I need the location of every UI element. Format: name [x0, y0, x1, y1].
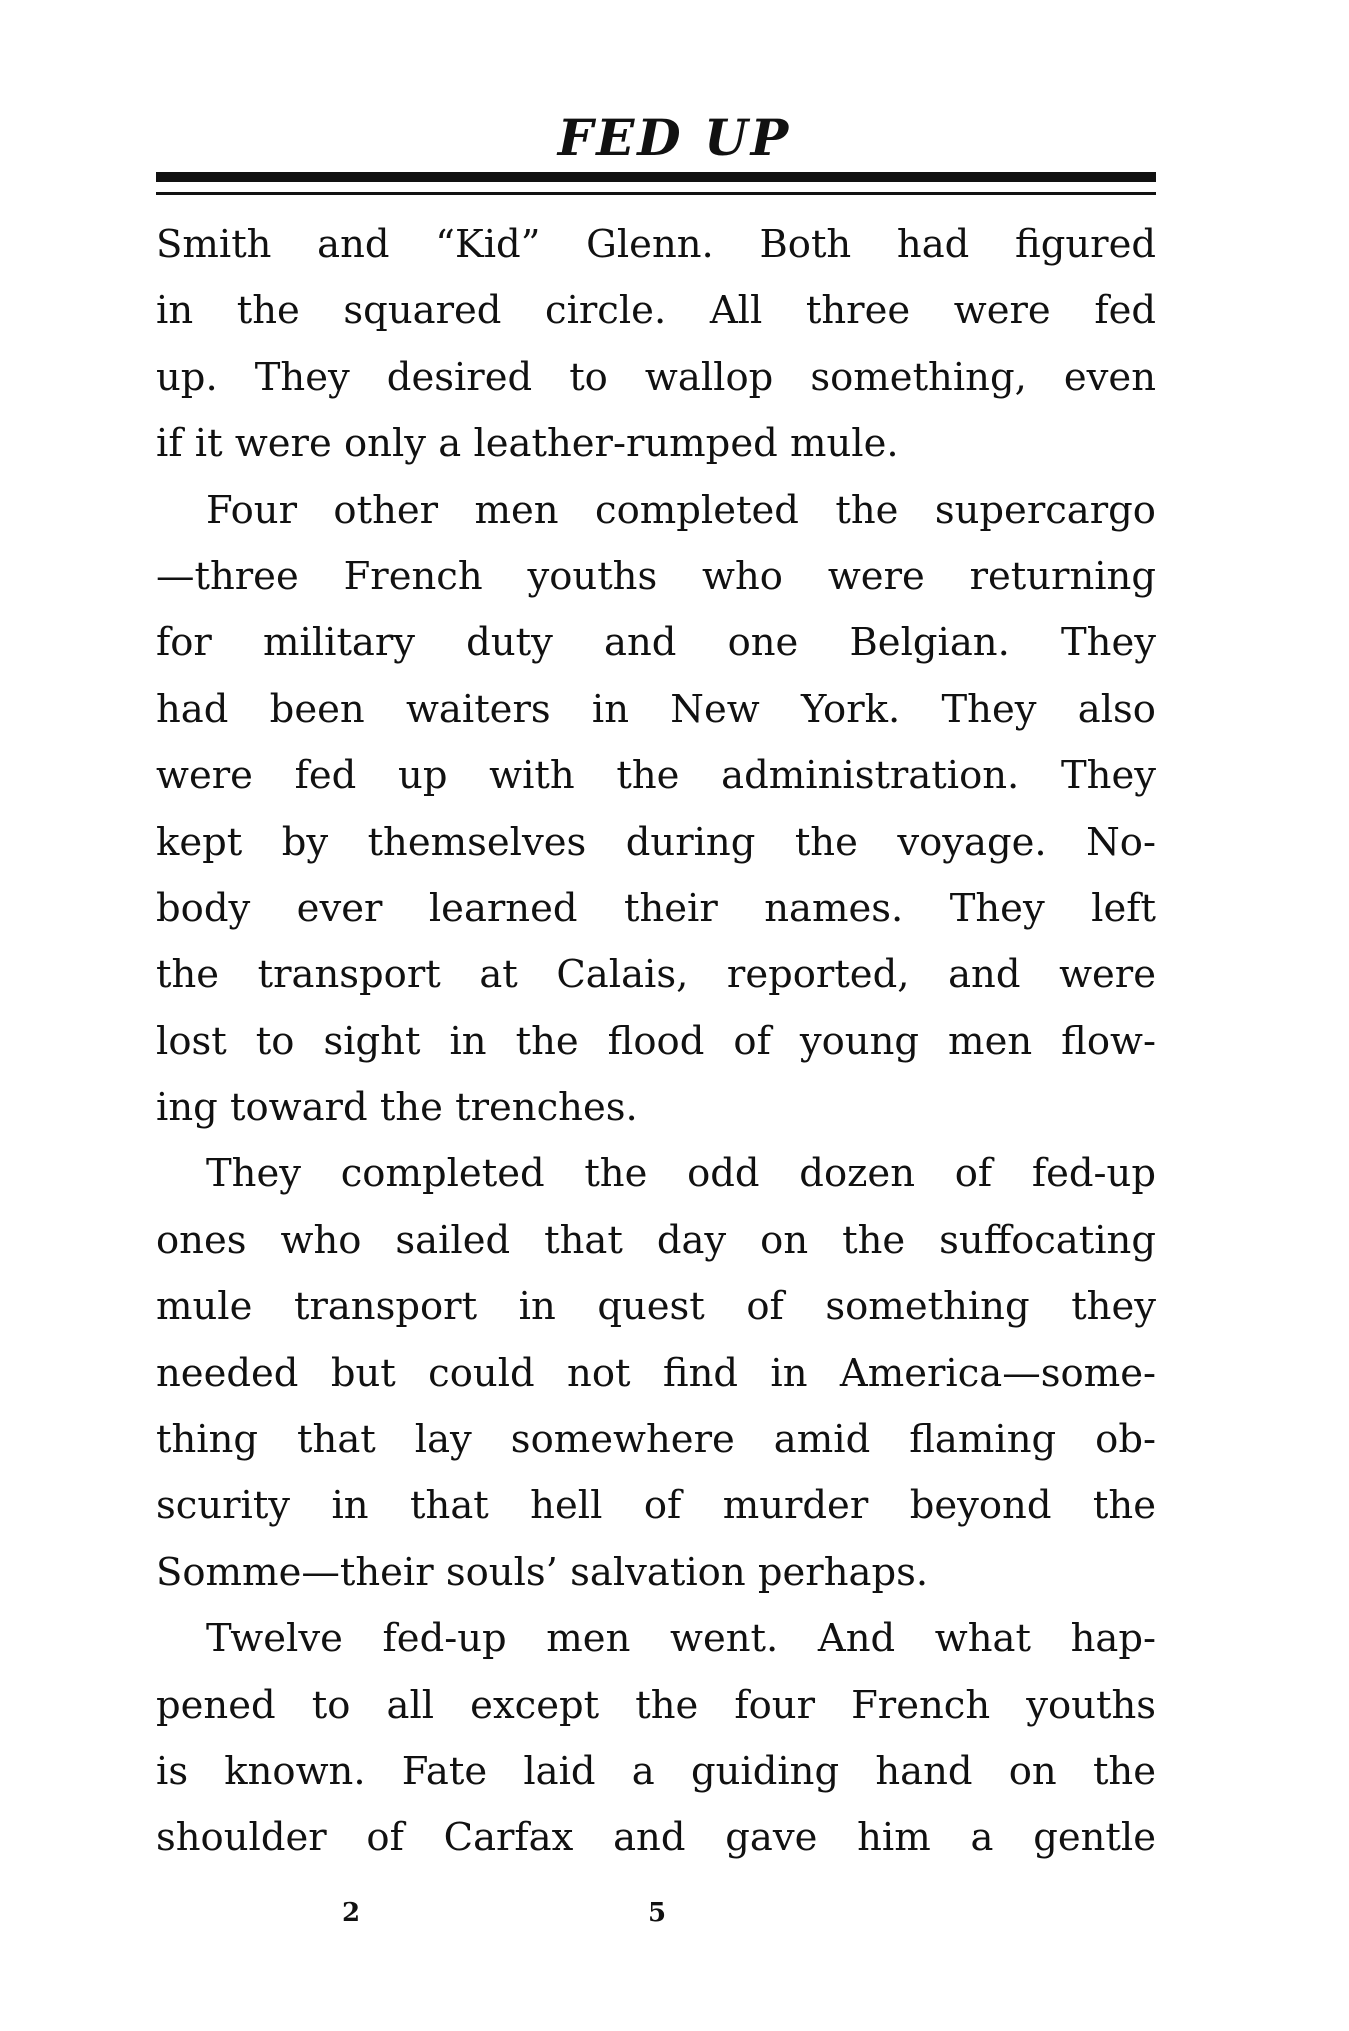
paragraph-first-line: Twelve fed-up men went. And what hap-: [206, 1616, 1156, 1662]
text-line: had been waiters in New York. They also: [156, 686, 1156, 732]
text-line: if it were only a leather-rumped mule.: [156, 421, 899, 467]
text-line: —three French youths who were returning: [156, 553, 1156, 599]
text-line: mule transport in quest of something they: [156, 1284, 1156, 1330]
text-line: Smith and “Kid” Glenn. Both had figured: [156, 222, 1156, 267]
text-line: thing that lay somewhere amid flaming ob-: [156, 1417, 1156, 1463]
text-line: scurity in that hell of murder beyond the: [156, 1483, 1156, 1529]
text-line: kept by themselves during the voyage. No-: [156, 819, 1156, 865]
paragraph-first-line: They completed the odd dozen of fed-up: [206, 1151, 1156, 1197]
page-number: 5: [648, 1898, 667, 1928]
text-line: shoulder of Carfax and gave him a gentle: [156, 1815, 1156, 1861]
text-line: needed but could not find in America—some-: [156, 1350, 1156, 1396]
text-line: for military duty and one Belgian. They: [156, 620, 1156, 666]
header-rule-thick: [156, 172, 1156, 182]
paragraph-first-line: Four other men completed the supercargo: [206, 487, 1156, 533]
text-line: lost to sight in the flood of young men flow-: [156, 1018, 1156, 1064]
header-rule-thin: [156, 192, 1156, 195]
text-line: pened to all except the four French youths: [156, 1682, 1156, 1728]
text-line: were fed up with the administration. They: [156, 753, 1156, 799]
text-line: Somme—their souls’ salvation perhaps.: [156, 1549, 929, 1595]
signature-mark: 2: [342, 1898, 361, 1928]
text-line: up. They desired to wallop something, even: [156, 354, 1156, 400]
text-line: is known. Fate laid a guiding hand on the: [156, 1748, 1156, 1794]
running-head-title: FED UP: [557, 108, 792, 167]
text-line: body ever learned their names. They left: [156, 885, 1156, 931]
text-line: ones who sailed that day on the suffocating: [156, 1217, 1156, 1263]
text-line: ing toward the trenches.: [156, 1085, 638, 1131]
text-line: in the squared circle. All three were fed: [156, 288, 1156, 334]
text-line: the transport at Calais, reported, and were: [156, 952, 1156, 998]
page-body-text: [156, 212, 1156, 1872]
